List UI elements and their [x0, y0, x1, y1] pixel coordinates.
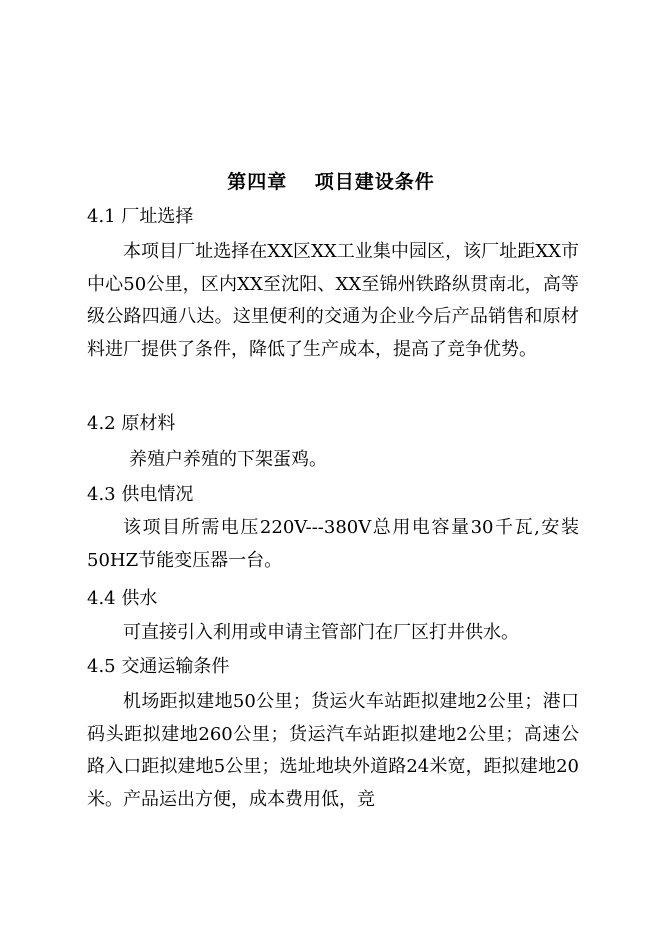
- section-heading-4-3: 4.3 供电情况: [87, 484, 194, 505]
- section-heading-4-1: 4.1 厂址选择: [87, 206, 194, 227]
- section-body-4-5: 机场距拟建地50公里；货运火车站距拟建地2公里；港口码头距拟建地260公里；货运汽车站距拟建地2公里；高速公路入口距拟建地5公里；选址地块外道路24米宽，距拟建地20米。产品运出方便，成本费用低，竞: [87, 691, 579, 810]
- section-heading-4-5: 4.5 交通运输条件: [87, 656, 230, 677]
- section-body-4-4: 可直接引入利用或申请主管部门在厂区打井供水。: [123, 622, 519, 643]
- section-heading-4-4: 4.4 供水: [87, 588, 158, 609]
- section-heading-4-2: 4.2 原材料: [87, 413, 176, 434]
- chapter-title: 第四章 项目建设条件: [227, 171, 435, 193]
- section-body-4-1: 本项目厂址选择在XX区XX工业集中园区，该厂址距XX市中心50公里，区内XX至沈阳、XX至锦州铁路纵贯南北，高等级公路四通八达。这里便利的交通为企业今后产品销售和原材料进厂提供了条件，降低了生产成本，提高了竞争优势。: [87, 241, 579, 360]
- section-body-4-3: 该项目所需电压220V---380V总用电容量30千瓦,安装50HZ节能变压器一台。: [87, 517, 579, 571]
- section-body-4-2: 养殖户养殖的下架蛋鸡。: [129, 449, 327, 470]
